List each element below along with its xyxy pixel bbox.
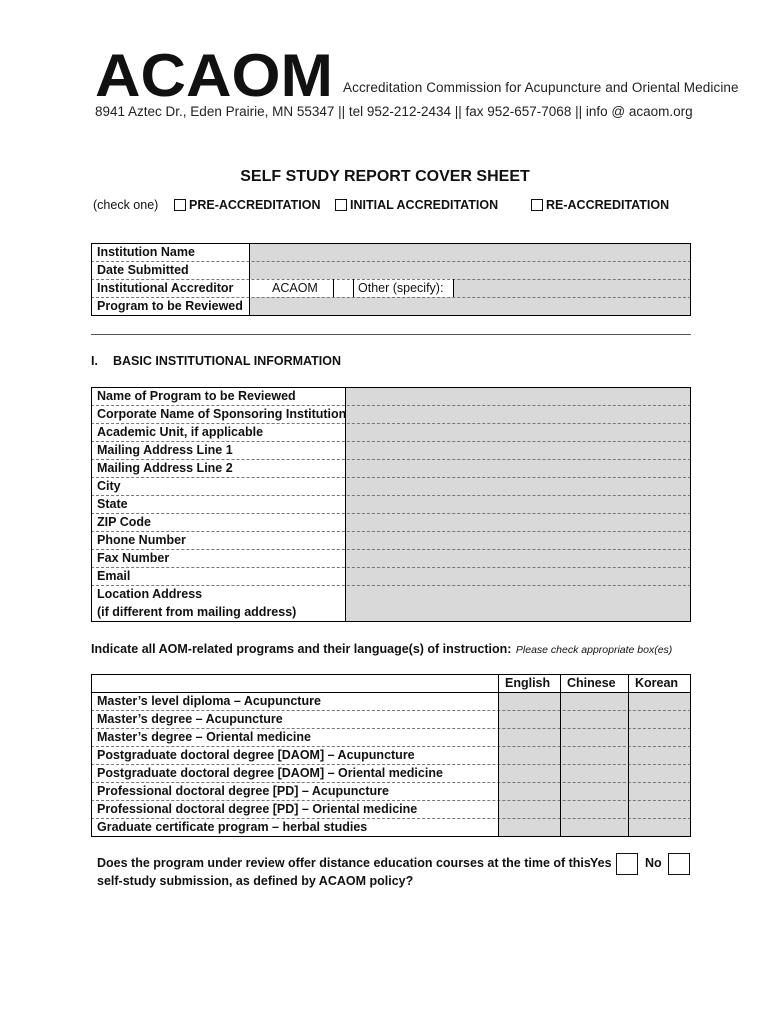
section-title: BASIC INSTITUTIONAL INFORMATION bbox=[113, 354, 341, 368]
programs-prompt-note: Please check appropriate box(es) bbox=[515, 644, 673, 656]
program-name-field[interactable] bbox=[346, 387, 690, 405]
acaom-logo bbox=[95, 48, 335, 98]
email-domain: acaom.org bbox=[628, 104, 693, 119]
distance-question-line2: self-study submission, as defined by ACAOM policy? bbox=[97, 874, 414, 888]
row-label: Mailing Address Line 1 bbox=[97, 443, 233, 457]
program-row-label: Professional doctoral degree [PD] – Acupuncture bbox=[97, 784, 389, 798]
program-row-label: Graduate certificate program – herbal studies bbox=[97, 820, 368, 834]
row-label: Email bbox=[97, 569, 131, 583]
yes-label: Yes bbox=[590, 856, 612, 870]
email-at-icon: @ bbox=[611, 104, 626, 119]
check-one-label: (check one) bbox=[93, 198, 159, 212]
organization-name: Accreditation Commission for Acupuncture and Oriental Medicine bbox=[343, 80, 739, 95]
program-reviewed-field[interactable] bbox=[250, 297, 690, 315]
row-label: Name of Program to be Reviewed bbox=[97, 389, 296, 403]
column-english: English bbox=[505, 676, 551, 690]
row-label: Mailing Address Line 2 bbox=[97, 461, 233, 475]
state-field[interactable] bbox=[346, 495, 690, 513]
distance-question-line1: Does the program under review offer distance education courses at the time of this bbox=[97, 856, 591, 870]
phone-field[interactable] bbox=[346, 531, 690, 549]
acaom-checkbox[interactable] bbox=[334, 279, 354, 297]
acaom-option-label: ACAOM bbox=[272, 281, 318, 295]
logo-text: ACAOM bbox=[95, 48, 333, 98]
contact-line bbox=[95, 104, 693, 119]
page-title: SELF STUDY REPORT COVER SHEET bbox=[240, 168, 530, 185]
date-submitted-label: Date Submitted bbox=[97, 263, 189, 277]
column-korean: Korean bbox=[635, 676, 679, 690]
column-chinese: Chinese bbox=[567, 676, 616, 690]
institution-name-field[interactable] bbox=[250, 243, 690, 261]
mailing-address-2-field[interactable] bbox=[346, 459, 690, 477]
row-label: State bbox=[97, 497, 128, 511]
programs-prompt bbox=[91, 640, 672, 658]
program-row-label: Master’s degree – Oriental medicine bbox=[97, 730, 311, 744]
city-field[interactable] bbox=[346, 477, 690, 495]
re-accreditation-checkbox[interactable] bbox=[531, 199, 543, 211]
fax-field[interactable] bbox=[346, 549, 690, 567]
pre-accreditation-label: PRE-ACCREDITATION bbox=[189, 198, 321, 212]
row-label: (if different from mailing address) bbox=[97, 605, 297, 619]
row-label: Phone Number bbox=[97, 533, 186, 547]
institution-name-label: Institution Name bbox=[97, 245, 195, 259]
program-row-label: Master’s level diploma – Acupuncture bbox=[97, 694, 321, 708]
row-label: Location Address bbox=[97, 587, 203, 601]
mailing-address-1-field[interactable] bbox=[346, 441, 690, 459]
row-label: City bbox=[97, 479, 121, 493]
address-text: 8941 Aztec Dr., Eden Prairie, MN 55347 || tel 952-212-2434 || fax 952-657-7068 || info bbox=[95, 104, 608, 119]
initial-accreditation-checkbox[interactable] bbox=[335, 199, 347, 211]
row-label: Corporate Name of Sponsoring Institution bbox=[97, 407, 347, 421]
row-label: Fax Number bbox=[97, 551, 170, 565]
program-row-label: Master’s degree – Acupuncture bbox=[97, 712, 283, 726]
program-row-label: Professional doctoral degree [PD] – Oriental medicine bbox=[97, 802, 418, 816]
program-row-label: Postgraduate doctoral degree [DAOM] – Oriental medicine bbox=[97, 766, 443, 780]
program-reviewed-label: Program to be Reviewed bbox=[97, 299, 243, 313]
academic-unit-field[interactable] bbox=[346, 423, 690, 441]
pre-accreditation-checkbox[interactable] bbox=[174, 199, 186, 211]
other-accreditor-field[interactable] bbox=[454, 279, 690, 297]
institutional-accreditor-label: Institutional Accreditor bbox=[97, 281, 234, 295]
row-label: ZIP Code bbox=[97, 515, 151, 529]
no-checkbox[interactable] bbox=[668, 853, 690, 875]
corporate-name-field[interactable] bbox=[346, 405, 690, 423]
zip-field[interactable] bbox=[346, 513, 690, 531]
programs-prompt-text: Indicate all AOM-related programs and their language(s) of instruction: bbox=[91, 642, 512, 656]
date-submitted-field[interactable] bbox=[250, 261, 690, 279]
section-divider bbox=[91, 334, 691, 335]
section-number: I. bbox=[91, 354, 98, 368]
location-address-field[interactable] bbox=[346, 585, 690, 621]
initial-accreditation-label: INITIAL ACCREDITATION bbox=[350, 198, 499, 212]
other-specify-label: Other (specify): bbox=[358, 281, 444, 295]
re-accreditation-label: RE-ACCREDITATION bbox=[546, 198, 670, 212]
yes-checkbox[interactable] bbox=[616, 853, 638, 875]
program-row-label: Postgraduate doctoral degree [DAOM] – Acupuncture bbox=[97, 748, 415, 762]
email-field[interactable] bbox=[346, 567, 690, 585]
row-label: Academic Unit, if applicable bbox=[97, 425, 264, 439]
no-label: No bbox=[645, 856, 662, 870]
